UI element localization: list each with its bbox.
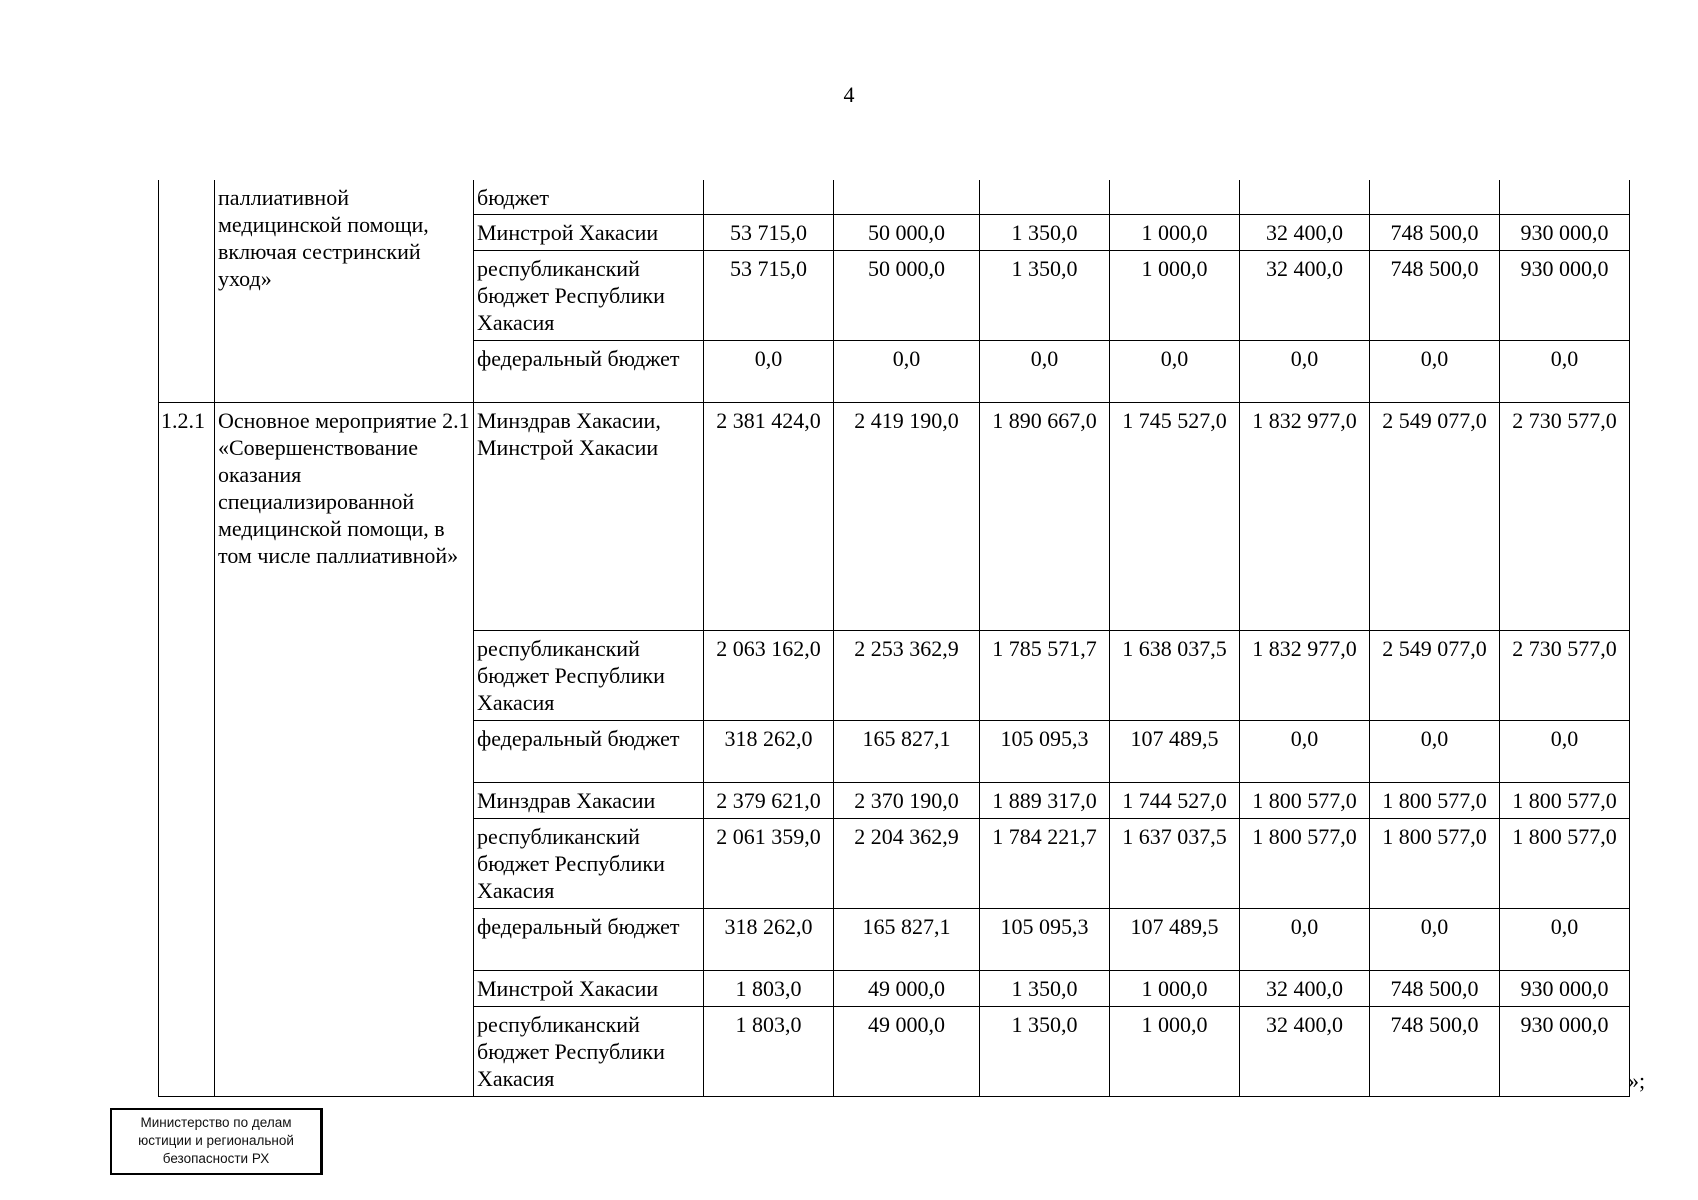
funding-source-cell: Минздрав Хакасии bbox=[474, 783, 704, 819]
amount-cell: 1 000,0 bbox=[1110, 971, 1240, 1007]
amount-cell: 1 800 577,0 bbox=[1500, 783, 1630, 819]
funding-source-cell: федеральный бюджет bbox=[474, 341, 704, 403]
budget-table bbox=[158, 180, 1630, 1097]
amount-cell: 0,0 bbox=[1240, 341, 1370, 403]
amount-cell: 0,0 bbox=[980, 341, 1110, 403]
amount-cell: 50 000,0 bbox=[834, 251, 980, 341]
amount-cell: 1 350,0 bbox=[980, 251, 1110, 341]
measure-title-cell: паллиативной медицинской помощи, включая сестринский уход» bbox=[215, 180, 474, 403]
amount-cell: 32 400,0 bbox=[1240, 971, 1370, 1007]
amount-cell: 1 800 577,0 bbox=[1370, 783, 1500, 819]
amount-cell: 2 204 362,9 bbox=[834, 819, 980, 909]
amount-cell: 748 500,0 bbox=[1370, 971, 1500, 1007]
amount-cell bbox=[1240, 180, 1370, 215]
amount-cell: 0,0 bbox=[1240, 909, 1370, 971]
amount-cell: 1 785 571,7 bbox=[980, 631, 1110, 721]
amount-cell: 2 381 424,0 bbox=[704, 403, 834, 631]
amount-cell: 2 730 577,0 bbox=[1500, 403, 1630, 631]
amount-cell: 0,0 bbox=[1500, 721, 1630, 783]
stamp-line: юстиции и региональной bbox=[138, 1133, 294, 1148]
funding-source-cell: бюджет bbox=[474, 180, 704, 215]
amount-cell: 1 745 527,0 bbox=[1110, 403, 1240, 631]
measure-title-cell: Основное мероприятие 2.1 «Совершенствование оказания специализированной медицинской помощи, в том числе паллиативной» bbox=[215, 403, 474, 1097]
amount-cell: 2 419 190,0 bbox=[834, 403, 980, 631]
amount-cell: 1 784 221,7 bbox=[980, 819, 1110, 909]
code-cell-empty bbox=[159, 180, 215, 403]
amount-cell: 107 489,5 bbox=[1110, 909, 1240, 971]
amount-cell bbox=[1500, 180, 1630, 215]
amount-cell: 0,0 bbox=[1370, 909, 1500, 971]
amount-cell: 0,0 bbox=[1500, 341, 1630, 403]
funding-source-cell: республиканский бюджет Республики Хакасия bbox=[474, 251, 704, 341]
amount-cell: 1 800 577,0 bbox=[1240, 783, 1370, 819]
amount-cell: 930 000,0 bbox=[1500, 215, 1630, 251]
upper-section bbox=[159, 180, 1630, 403]
amount-cell: 105 095,3 bbox=[980, 721, 1110, 783]
amount-cell: 1 000,0 bbox=[1110, 1007, 1240, 1097]
table-row bbox=[159, 403, 1630, 631]
amount-cell: 1 350,0 bbox=[980, 971, 1110, 1007]
amount-cell: 32 400,0 bbox=[1240, 215, 1370, 251]
amount-cell: 165 827,1 bbox=[834, 721, 980, 783]
amount-cell: 105 095,3 bbox=[980, 909, 1110, 971]
amount-cell: 107 489,5 bbox=[1110, 721, 1240, 783]
funding-source-cell: Минздрав Хакасии, Минстрой Хакасии bbox=[474, 403, 704, 631]
amount-cell: 0,0 bbox=[1500, 909, 1630, 971]
stamp-line: Министерство по делам bbox=[140, 1115, 292, 1130]
amount-cell: 1 890 667,0 bbox=[980, 403, 1110, 631]
amount-cell: 1 800 577,0 bbox=[1500, 819, 1630, 909]
amount-cell: 1 803,0 bbox=[704, 971, 834, 1007]
amount-cell: 2 549 077,0 bbox=[1370, 631, 1500, 721]
amount-cell: 2 549 077,0 bbox=[1370, 403, 1500, 631]
amount-cell: 49 000,0 bbox=[834, 971, 980, 1007]
amount-cell: 930 000,0 bbox=[1500, 971, 1630, 1007]
funding-source-cell: федеральный бюджет bbox=[474, 909, 704, 971]
amount-cell: 53 715,0 bbox=[704, 215, 834, 251]
amount-cell: 165 827,1 bbox=[834, 909, 980, 971]
amount-cell: 0,0 bbox=[1110, 341, 1240, 403]
funding-source-cell: федеральный бюджет bbox=[474, 721, 704, 783]
amount-cell: 1 637 037,5 bbox=[1110, 819, 1240, 909]
amount-cell: 1 350,0 bbox=[980, 215, 1110, 251]
table-row bbox=[159, 180, 1630, 215]
amount-cell: 318 262,0 bbox=[704, 909, 834, 971]
amount-cell bbox=[980, 180, 1110, 215]
registration-stamp bbox=[110, 1108, 323, 1175]
amount-cell: 32 400,0 bbox=[1240, 1007, 1370, 1097]
funding-source-cell: Минстрой Хакасии bbox=[474, 215, 704, 251]
funding-source-cell: республиканский бюджет Республики Хакасия bbox=[474, 631, 704, 721]
main-section bbox=[159, 403, 1630, 1097]
amount-cell: 930 000,0 bbox=[1500, 1007, 1630, 1097]
amount-cell: 0,0 bbox=[1370, 721, 1500, 783]
amount-cell: 0,0 bbox=[1370, 341, 1500, 403]
amount-cell: 49 000,0 bbox=[834, 1007, 980, 1097]
amount-cell: 53 715,0 bbox=[704, 251, 834, 341]
amount-cell: 1 638 037,5 bbox=[1110, 631, 1240, 721]
amount-cell: 1 832 977,0 bbox=[1240, 403, 1370, 631]
amount-cell bbox=[1370, 180, 1500, 215]
amount-cell: 2 370 190,0 bbox=[834, 783, 980, 819]
amount-cell: 748 500,0 bbox=[1370, 1007, 1500, 1097]
amount-cell bbox=[704, 180, 834, 215]
amount-cell: 318 262,0 bbox=[704, 721, 834, 783]
amount-cell: 2 730 577,0 bbox=[1500, 631, 1630, 721]
page-number: 4 bbox=[843, 82, 855, 107]
amount-cell: 1 350,0 bbox=[980, 1007, 1110, 1097]
amount-cell: 1 832 977,0 bbox=[1240, 631, 1370, 721]
amount-cell: 748 500,0 bbox=[1370, 251, 1500, 341]
amount-cell: 0,0 bbox=[834, 341, 980, 403]
amount-cell: 32 400,0 bbox=[1240, 251, 1370, 341]
amount-cell: 0,0 bbox=[1240, 721, 1370, 783]
amount-cell: 2 061 359,0 bbox=[704, 819, 834, 909]
amount-cell bbox=[834, 180, 980, 215]
code-cell: 1.2.1 bbox=[159, 403, 215, 1097]
stamp-line: безопасности РХ bbox=[162, 1151, 270, 1166]
amount-cell: 2 063 162,0 bbox=[704, 631, 834, 721]
amount-cell: 930 000,0 bbox=[1500, 251, 1630, 341]
amount-cell: 1 889 317,0 bbox=[980, 783, 1110, 819]
amount-cell: 2 379 621,0 bbox=[704, 783, 834, 819]
amount-cell: 1 000,0 bbox=[1110, 251, 1240, 341]
amount-cell: 748 500,0 bbox=[1370, 215, 1500, 251]
funding-source-cell: Минстрой Хакасии bbox=[474, 971, 704, 1007]
amount-cell: 2 253 362,9 bbox=[834, 631, 980, 721]
amount-cell bbox=[1110, 180, 1240, 215]
amount-cell: 1 000,0 bbox=[1110, 215, 1240, 251]
funding-source-cell: республиканский бюджет Республики Хакасия bbox=[474, 1007, 704, 1097]
amount-cell: 1 800 577,0 bbox=[1370, 819, 1500, 909]
closing-quote-mark: »; bbox=[1628, 1068, 1646, 1093]
amount-cell: 1 744 527,0 bbox=[1110, 783, 1240, 819]
amount-cell: 0,0 bbox=[704, 341, 834, 403]
funding-source-cell: республиканский бюджет Республики Хакасия bbox=[474, 819, 704, 909]
amount-cell: 50 000,0 bbox=[834, 215, 980, 251]
amount-cell: 1 800 577,0 bbox=[1240, 819, 1370, 909]
amount-cell: 1 803,0 bbox=[704, 1007, 834, 1097]
